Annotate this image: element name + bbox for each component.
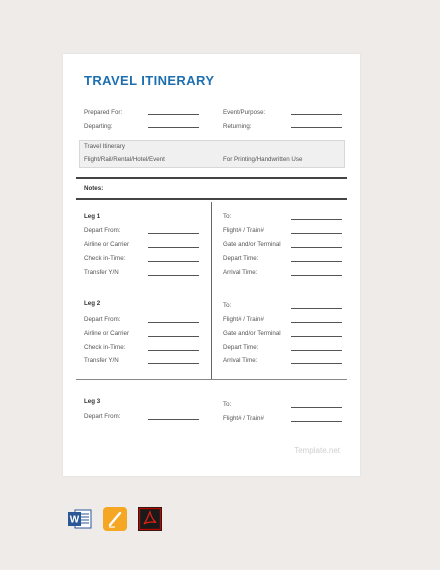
leg1-gate-label: Gate and/or Terminal [223,241,281,248]
leg2-depart-time-label: Depart Time: [223,344,259,351]
leg2-title: Leg 2 [84,300,101,307]
departing-label: Departing: [84,123,113,130]
event-purpose-label: Event/Purpose: [223,109,266,116]
leg3-flight-label: Flight# / Train# [223,415,264,422]
departing-line[interactable] [148,127,199,128]
column-divider [211,202,212,379]
leg3-to-label: To: [223,401,232,408]
prepared-for-line[interactable] [148,114,199,115]
prepared-for-label: Prepared For: [84,109,123,116]
pdf-icon[interactable] [138,507,162,531]
notes-top-rule [76,177,347,179]
leg2-bottom-rule [76,379,347,380]
watermark: Template.net [294,446,340,455]
leg1-depart-from-line[interactable] [148,233,199,234]
leg3-depart-from-line[interactable] [148,419,199,420]
returning-label: Returning: [223,123,252,130]
page-title: TRAVEL ITINERARY [84,73,215,88]
leg1-arrival-time-line[interactable] [291,275,342,276]
leg2-airline-label: Airline or Carrier [84,330,130,337]
leg2-flight-line[interactable] [291,322,342,323]
leg2-airline-line[interactable] [148,336,199,337]
leg3-to-line[interactable] [291,407,342,408]
itinerary-page [63,54,360,476]
leg2-gate-line[interactable] [291,336,342,337]
leg1-transfer-line[interactable] [148,275,199,276]
svg-text:W: W [69,514,80,526]
leg3-depart-from-label: Depart From: [84,413,121,420]
leg1-transfer-label: Transfer Y/N [84,269,119,276]
leg2-transfer-label: Transfer Y/N [84,357,119,364]
leg2-checkin-line[interactable] [148,350,199,351]
word-icon[interactable] [68,507,92,531]
leg2-arrival-time-line[interactable] [291,363,342,364]
leg1-checkin-line[interactable] [148,261,199,262]
leg1-airline-line[interactable] [148,247,199,248]
info-box-subtitle: Flight/Rail/Rental/Hotel/Event [84,156,165,163]
leg1-arrival-time-label: Arrival Time: [223,269,258,276]
leg2-to-label: To: [223,302,232,309]
event-purpose-line[interactable] [291,114,342,115]
leg1-depart-from-label: Depart From: [84,227,121,234]
leg3-flight-line[interactable] [291,421,342,422]
leg1-depart-time-line[interactable] [291,261,342,262]
leg1-checkin-label: Check in-Time: [84,255,126,262]
notes-bottom-rule [76,198,347,200]
leg1-flight-label: Flight# / Train# [223,227,264,234]
pages-icon[interactable] [103,507,127,531]
leg1-to-label: To: [223,213,232,220]
leg2-depart-from-label: Depart From: [84,316,121,323]
info-box-usage: For Printing/Handwritten Use [223,156,303,163]
leg2-checkin-label: Check in-Time: [84,344,126,351]
leg2-transfer-line[interactable] [148,363,199,364]
returning-line[interactable] [291,127,342,128]
leg3-title: Leg 3 [84,398,101,405]
leg1-gate-line[interactable] [291,247,342,248]
notes-label: Notes: [84,185,104,192]
leg2-depart-time-line[interactable] [291,350,342,351]
leg1-flight-line[interactable] [291,233,342,234]
leg2-depart-from-line[interactable] [148,322,199,323]
leg2-flight-label: Flight# / Train# [223,316,264,323]
leg2-to-line[interactable] [291,308,342,309]
leg1-title: Leg 1 [84,213,101,220]
leg1-airline-label: Airline or Carrier [84,241,130,248]
leg1-depart-time-label: Depart Time: [223,255,259,262]
leg2-gate-label: Gate and/or Terminal [223,330,281,337]
info-box-title: Travel Itinerary [84,143,126,150]
leg2-arrival-time-label: Arrival Time: [223,357,258,364]
leg1-to-line[interactable] [291,219,342,220]
